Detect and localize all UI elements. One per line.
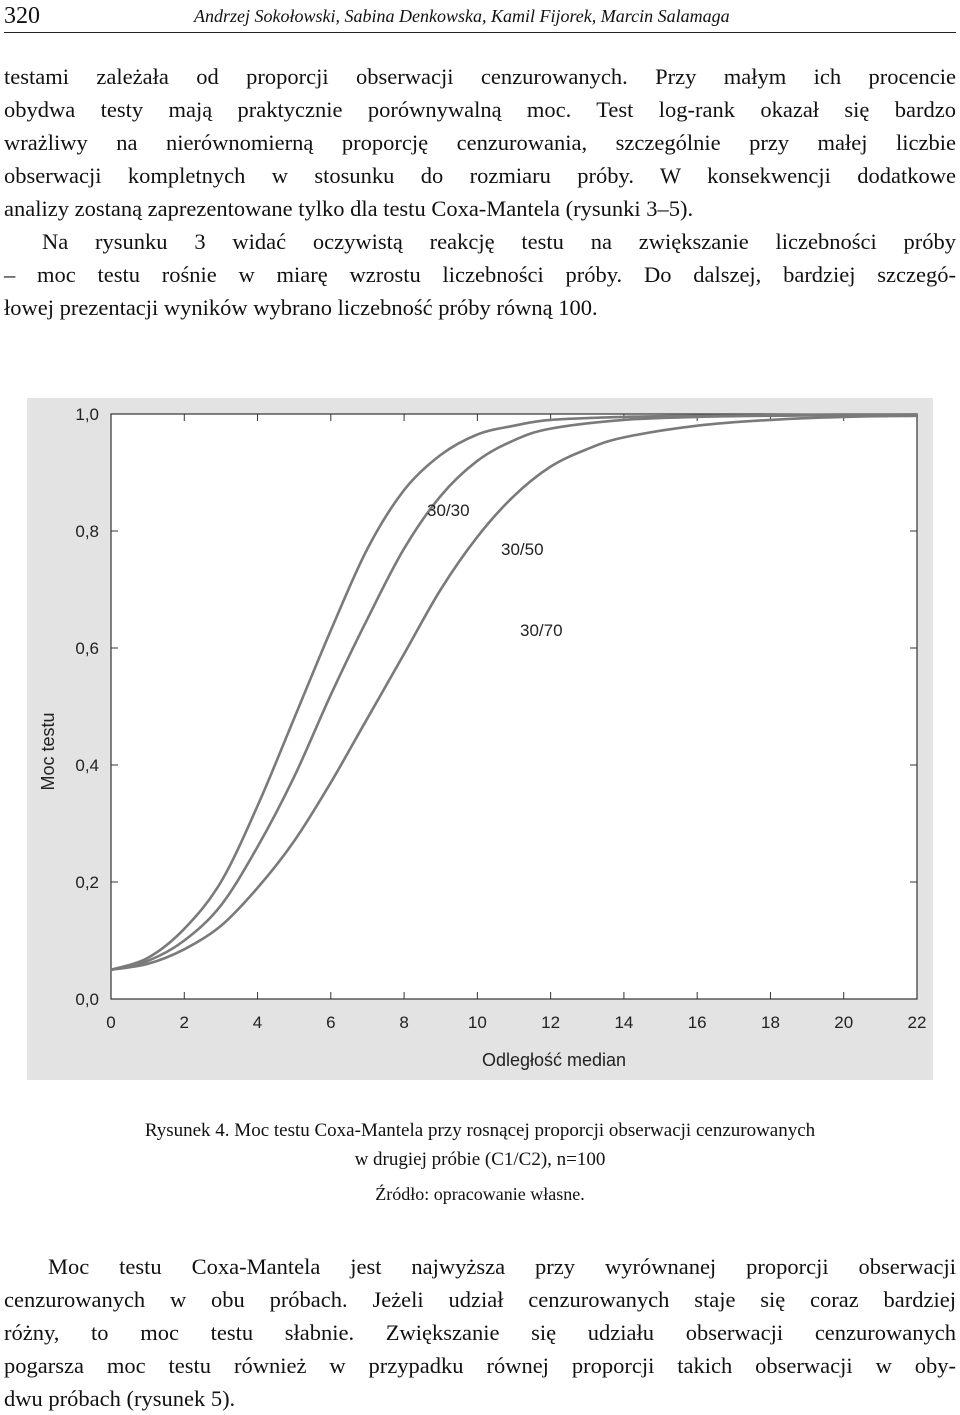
y-tick-label: 0,2 [75,873,99,892]
paragraph-line: pogarsza moc testu również w przypadku równej proporcji takich obserwacji w oby- [4,1353,956,1378]
paragraph-line: obydwa testy mają praktycznie porównywalną moc. Test log-rank okazał się bardzo [4,97,956,122]
paragraph-line: analizy zostaną zaprezentowane tylko dla testu Coxa-Mantela (rysunki 3–5). [4,196,694,221]
paragraph-line: dwu próbach (rysunek 5). [4,1386,236,1411]
paragraph-line: różny, to moc testu słabnie. Zwiększanie się udziału obserwacji cenzurowanych [4,1320,956,1345]
x-tick-label: 2 [179,1013,190,1032]
paragraph-line: obserwacji kompletnych w stosunku do rozmiaru próby. W konsekwencji dodatkowe [4,163,956,188]
x-tick-label: 10 [467,1013,487,1032]
x-tick-label: 14 [614,1013,634,1032]
body-paragraph-1 [4,60,956,324]
x-tick-label: 22 [907,1013,927,1032]
figure-source: Źródło: opracowanie własne. [375,1184,585,1204]
x-tick-label: 8 [399,1013,409,1032]
paragraph-line: Na rysunku 3 widać oczywistą reakcję testu na zwiększanie liczebności próby [42,229,956,254]
y-tick-label: 0,4 [75,756,99,775]
paragraph-line: łowej prezentacji wyników wybrano liczebność próby równą 100. [4,295,598,320]
y-tick-label: 0,6 [75,639,99,658]
x-tick-label: 18 [760,1013,780,1032]
series-label: 30/50 [501,540,544,559]
figure-chart [27,398,933,1080]
paragraph-line: – moc testu rośnie w miarę wzrostu liczebności próby. Do dalszej, bardziej szczegó- [4,262,956,287]
y-tick-label: 0,8 [75,522,99,541]
paragraph-line: Moc testu Coxa-Mantela jest najwyższa przy wyrównanej proporcji obserwacji [48,1254,956,1279]
series-label: 30/30 [427,501,470,520]
x-tick-label: 4 [252,1013,263,1032]
page-header [4,0,956,33]
y-tick-label: 1,0 [75,405,99,424]
paragraph-line: cenzurowanych w obu próbach. Jeżeli udział cenzurowanych staje się coraz bardziej [4,1287,956,1312]
power-chart [27,398,933,1080]
plot-area [111,414,917,999]
x-tick-label: 0 [106,1013,116,1032]
x-tick-label: 20 [834,1013,854,1032]
x-tick-label: 6 [326,1013,336,1032]
figure-caption-line-1: Rysunek 4. Moc testu Coxa-Mantela przy rosnącej proporcji obserwacji cenzurowanych [144,1120,816,1141]
x-axis-title: Odległość median [481,1050,627,1070]
body-paragraph-2 [4,1250,956,1415]
paragraph-line: wrażliwy na nierównomierną proporcję cenzurowania, szczególnie przy małej liczbie [4,130,956,155]
figure-caption-line-2: w drugiej próbie (C1/C2), n=100 [354,1149,606,1170]
series-label: 30/70 [520,621,563,640]
y-axis-title: Moc testu [38,712,58,791]
page-number: 320 [4,3,40,29]
paragraph-line: testami zależała od proporcji obserwacji cenzurowanych. Przy małym ich procencie [4,64,956,89]
x-tick-label: 16 [687,1013,707,1032]
running-head: Andrzej Sokołowski, Sabina Denkowska, Kamil Fijorek, Marcin Salamaga [194,6,730,26]
x-tick-label: 12 [541,1013,561,1032]
y-tick-label: 0,0 [75,990,99,1009]
